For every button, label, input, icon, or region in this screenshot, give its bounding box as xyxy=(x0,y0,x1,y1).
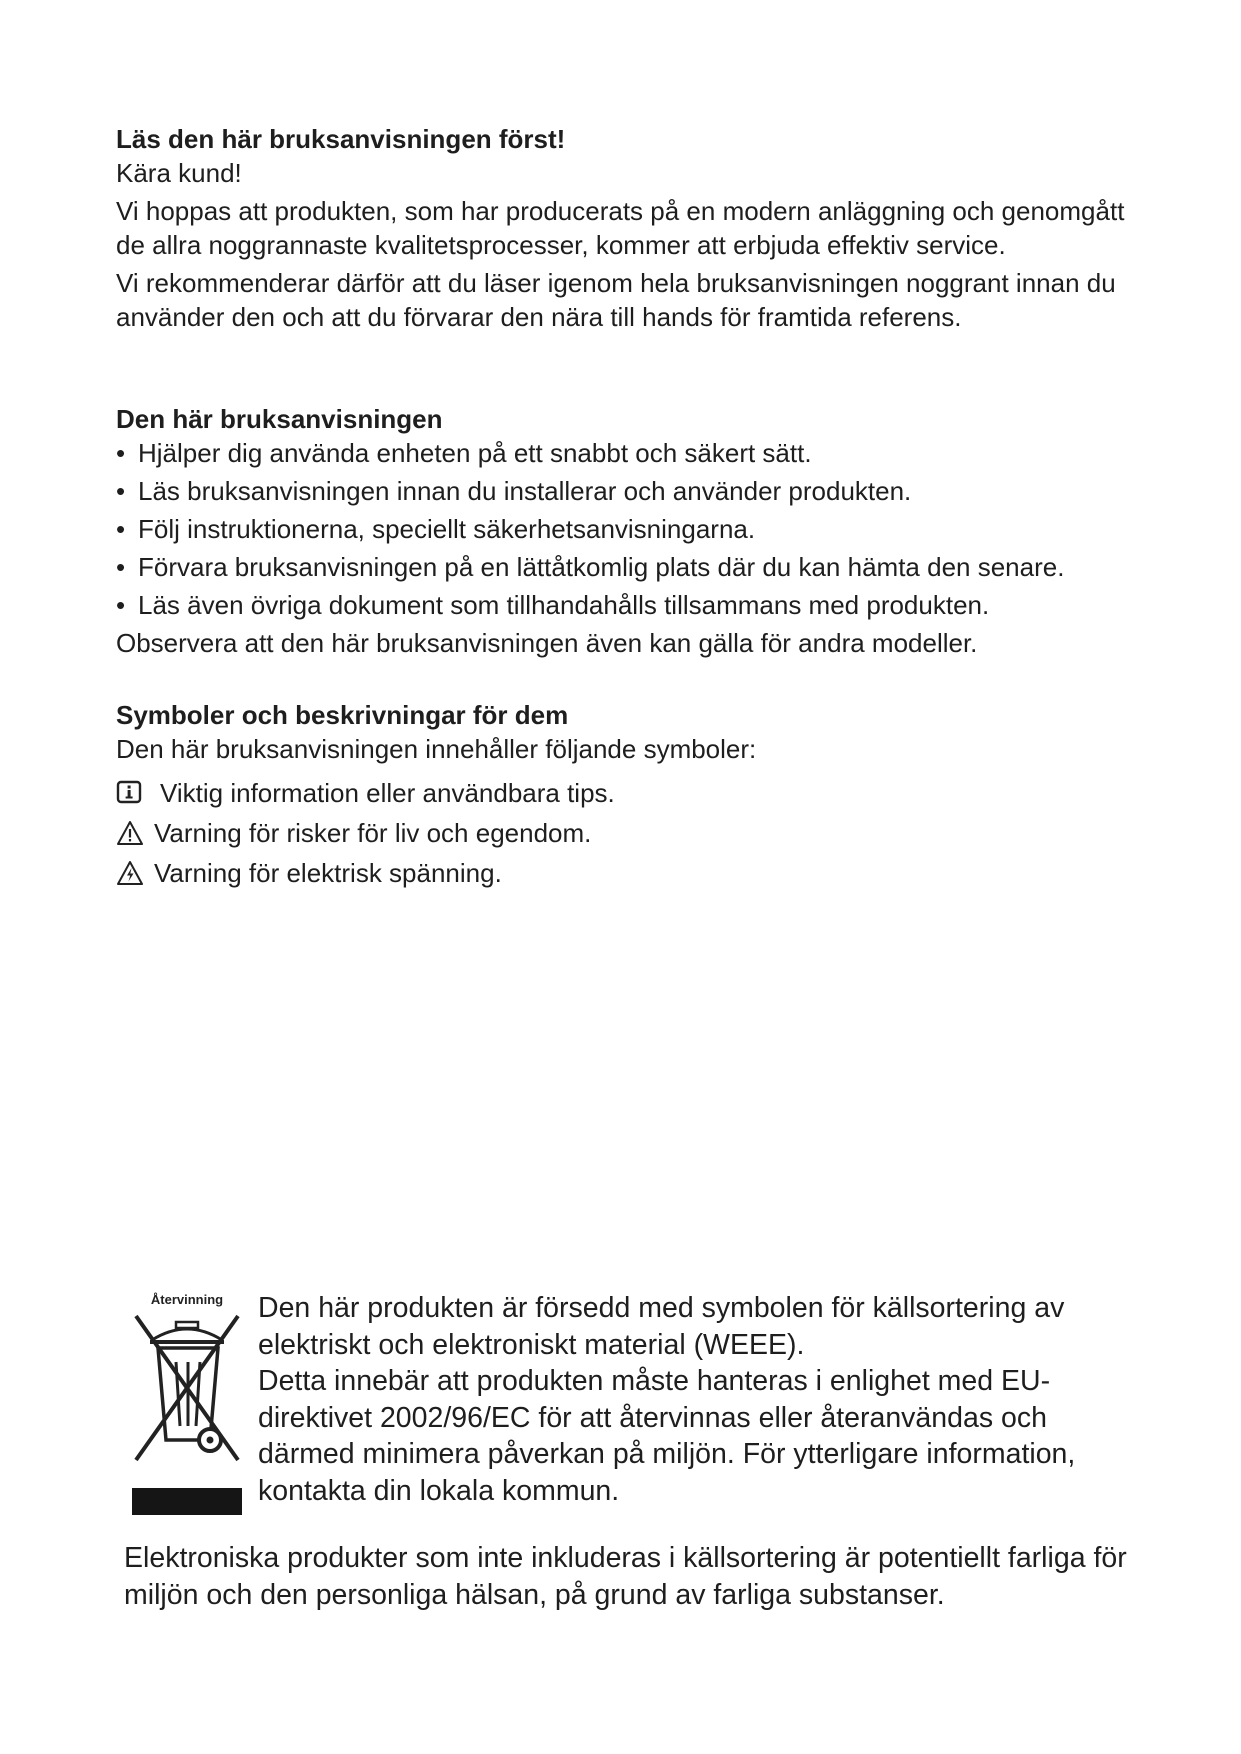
intro-paragraph-2: Vi rekommenderar därför att du läser igenom hela bruksanvisningen noggrant innan du använder den och att du förvarar den nära till hands för framtida referens. xyxy=(116,268,1116,332)
intro-paragraph-1: Vi hoppas att produkten, som har producerats på en modern anläggning och genomgått de allra noggrannaste kvalitetsprocesser, kommer att erbjuda effektiv service. xyxy=(116,196,1125,260)
weee-line-2: Detta innebär att produkten måste hanteras i enlighet med EU-direktivet 2002/96/EC för att återvinnas eller återanvändas och därmed minimera påverkan på miljön. För ytterligare information, kontakta din lokala kommun. xyxy=(258,1365,1076,1507)
weee-section xyxy=(130,1290,1130,1520)
list-item: • Följ instruktionerna, speciellt säkerhetsanvisningarna. xyxy=(116,514,756,544)
intro-section xyxy=(116,122,1136,334)
list-item: • Läs även övriga dokument som tillhandahålls tillsammans med produkten. xyxy=(116,590,990,620)
manual-section xyxy=(116,402,1136,660)
manual-bullet-list xyxy=(116,436,1136,622)
info-icon xyxy=(116,780,144,806)
symbol-row-info xyxy=(116,776,1136,810)
symbol-row-electric xyxy=(116,856,1136,890)
weee-text xyxy=(258,1290,1128,1509)
manual-heading: Den här bruksanvisningen xyxy=(116,404,443,434)
symbol-warning-text: Varning för risker för liv och egendom. xyxy=(154,818,592,848)
symbols-section xyxy=(116,698,1136,896)
symbol-electric-text: Varning för elektrisk spänning. xyxy=(154,858,502,888)
final-paragraph: Elektroniska produkter som inte inkluderas i källsortering är potentiellt farliga för miljön och den personliga hälsan, på grund av farliga substanser. xyxy=(124,1542,1127,1611)
weee-logo-label: Återvinning xyxy=(150,1292,224,1307)
symbol-info-text: Viktig information eller användbara tips. xyxy=(160,778,615,808)
weee-recycling-logo xyxy=(130,1290,245,1515)
intro-heading: Läs den här bruksanvisningen först! xyxy=(116,124,566,154)
symbols-intro: Den här bruksanvisningen innehåller följande symboler: xyxy=(116,734,757,764)
list-item: • Förvara bruksanvisningen på en lättåtkomlig plats där du kan hämta den senare. xyxy=(116,552,1065,582)
list-item: • Läs bruksanvisningen innan du installerar och använder produkten. xyxy=(116,476,912,506)
list-item: • Hjälper dig använda enheten på ett snabbt och säkert sätt. xyxy=(116,438,812,468)
symbol-row-warning xyxy=(116,816,1136,850)
symbols-heading: Symboler och beskrivningar för dem xyxy=(116,700,569,730)
weee-line-1: Den här produkten är försedd med symbolen för källsortering av elektriskt och elektroniskt material (WEEE). xyxy=(258,1292,1065,1361)
electric-warning-icon xyxy=(116,860,144,886)
manual-note: Observera att den här bruksanvisningen även kan gälla för andra modeller. xyxy=(116,628,978,658)
warning-icon xyxy=(116,820,144,846)
intro-greeting: Kära kund! xyxy=(116,158,242,188)
